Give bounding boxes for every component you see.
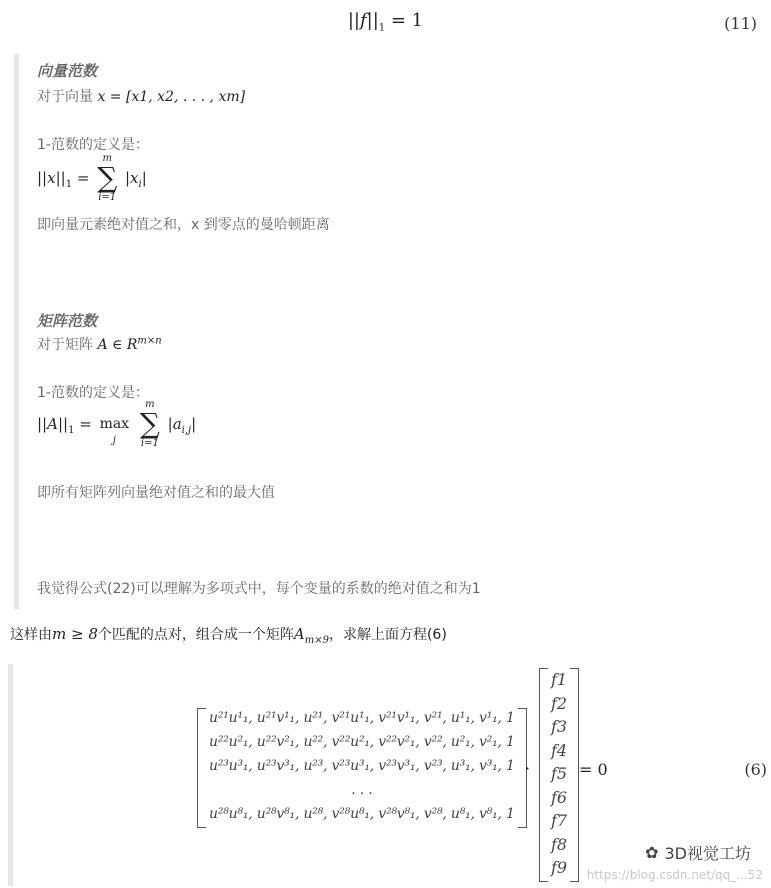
matrix-norm-formula-sub: 1 xyxy=(68,425,75,436)
vector-sum-top: m xyxy=(102,153,112,164)
equation-11-sub: 1 xyxy=(378,22,386,34)
equation-11-rhs: = 1 xyxy=(390,10,424,31)
paragraph-math-m: m ≥ 8 xyxy=(52,625,98,643)
vector-norm-explanation: 即向量元素绝对值之和，x 到零点的曼哈顿距离 xyxy=(37,217,330,233)
equation-6-number: (6) xyxy=(744,760,767,779)
equation-6-rhs: = 0 xyxy=(579,760,608,779)
equation-11 xyxy=(0,10,771,34)
vector-cell: f9 xyxy=(551,858,568,877)
vector-cell: f1 xyxy=(551,670,568,689)
vector-norm-formula-lhs: ||x|| xyxy=(37,169,66,187)
watermark xyxy=(645,841,751,864)
matrix-norm-intro-sup: m×n xyxy=(137,335,162,347)
max-sub: j xyxy=(112,435,116,446)
watermark-url: https://blog.csdn.net/qq_...52 xyxy=(586,868,763,882)
max-operator xyxy=(100,403,130,447)
matrix-sum-top: m xyxy=(145,399,155,410)
matrix-sum-term: |a xyxy=(167,415,182,433)
dot-operator: · xyxy=(525,759,531,778)
vector-cell: f6 xyxy=(551,787,568,807)
paragraph-post: ，求解上面方程(6) xyxy=(328,627,447,643)
matrix-row: u²¹u¹₁, u²¹v¹₁, u²¹, v²¹u¹₁, v²¹v¹₁, v²¹, u¹₁, v¹₁, 1 xyxy=(209,710,515,726)
paragraph-text xyxy=(10,624,447,646)
paragraph-math-A: A xyxy=(293,625,305,643)
vector-cell: f2 xyxy=(551,693,568,713)
vector-sum-term: |x xyxy=(124,169,139,187)
vector-cell: f7 xyxy=(551,811,568,830)
matrix-norm-explanation: 即所有矩阵列向量绝对值之和的最大值 xyxy=(37,485,275,501)
matrix-norm-formula-lhs: ||A|| xyxy=(37,415,69,433)
vector-sum-bottom: i=1 xyxy=(98,192,117,203)
vector-norm-intro-text: 对于向量 xyxy=(37,89,93,105)
matrix-norm-heading: 矩阵范数 xyxy=(37,312,98,330)
vector-cell: f4 xyxy=(551,740,568,760)
vector-norm-def-label: 1-范数的定义是： xyxy=(37,137,149,153)
matrix-sum-term-sub: i,j xyxy=(181,425,192,436)
matrix-row: u²²u²₁, u²²v²₁, u²², v²²u²₁, v²²v²₁, v²², u²₁, v²₁, 1 xyxy=(209,734,515,750)
norm-blockquote xyxy=(14,54,771,609)
vector-norm-formula: $||x||_1$ = m ∑ i=1 $|x_i|$ xyxy=(37,153,147,203)
coefficient-matrix xyxy=(203,706,521,826)
watermark-text: 3D视觉工坊 xyxy=(664,844,751,863)
matrix-sum-bottom: i=1 xyxy=(140,438,159,449)
vector-norm-intro-math: x = [x1, x2, . . . , xm] xyxy=(97,89,246,105)
matrix-norm-formula: $||A||_1$ = max j m ∑ i=1 $|a_{i,j}|$ xyxy=(37,399,197,449)
vector-cell: f5 xyxy=(551,764,568,783)
matrix-norm-intro-math: A ∈ R xyxy=(97,337,138,353)
vector-sum-term-sub: i xyxy=(138,179,142,190)
matrix-norm-def-label: 1-范数的定义是： xyxy=(37,385,149,401)
matrix-row: u²⁸u⁸₁, u²⁸v⁸₁, u²⁸, v²⁸u⁸₁, v²⁸v⁸₁, v²⁸, u⁸₁, v⁸₁, 1 xyxy=(209,806,515,822)
matrix-row: u²³u³₁, u²³v³₁, u²³, v²³u³₁, v²³v³₁, v²³, u³₁, v³₁, 1 xyxy=(209,758,515,774)
author-note: 我觉得公式(22)可以理解为多项式中，每个变量的系数的绝对值之和为1 xyxy=(37,581,481,597)
equation-11-number: (11) xyxy=(724,14,757,33)
matrix-norm-intro-text: 对于矩阵 xyxy=(37,337,93,353)
vector-norm-intro xyxy=(37,86,245,106)
paragraph-mid: 个匹配的点对，组合成一个矩阵 xyxy=(97,627,294,643)
matrix-left-bracket xyxy=(197,708,206,828)
vector-sum-symbol: m ∑ i=1 xyxy=(97,153,118,203)
max-label: max xyxy=(99,416,130,432)
vector-norm-heading: 向量范数 xyxy=(37,62,98,80)
matrix-sum-symbol: m ∑ i=1 xyxy=(139,399,160,449)
wechat-icon: ✿ xyxy=(645,843,659,862)
vector-norm-formula-sub: 1 xyxy=(65,179,73,190)
paragraph-math-A-sub: m×9 xyxy=(304,634,329,646)
matrix-row-ellipsis: . . . xyxy=(351,782,373,798)
f-vector xyxy=(543,668,575,880)
equation-11-lhs: ||f|| xyxy=(347,10,379,31)
paragraph-pre: 这样由 xyxy=(10,627,52,643)
matrix-norm-intro xyxy=(37,334,162,354)
vector-cell: f8 xyxy=(551,834,568,854)
vector-right-bracket xyxy=(570,668,579,882)
vector-cell: f3 xyxy=(551,717,568,736)
vector-left-bracket xyxy=(539,668,548,882)
